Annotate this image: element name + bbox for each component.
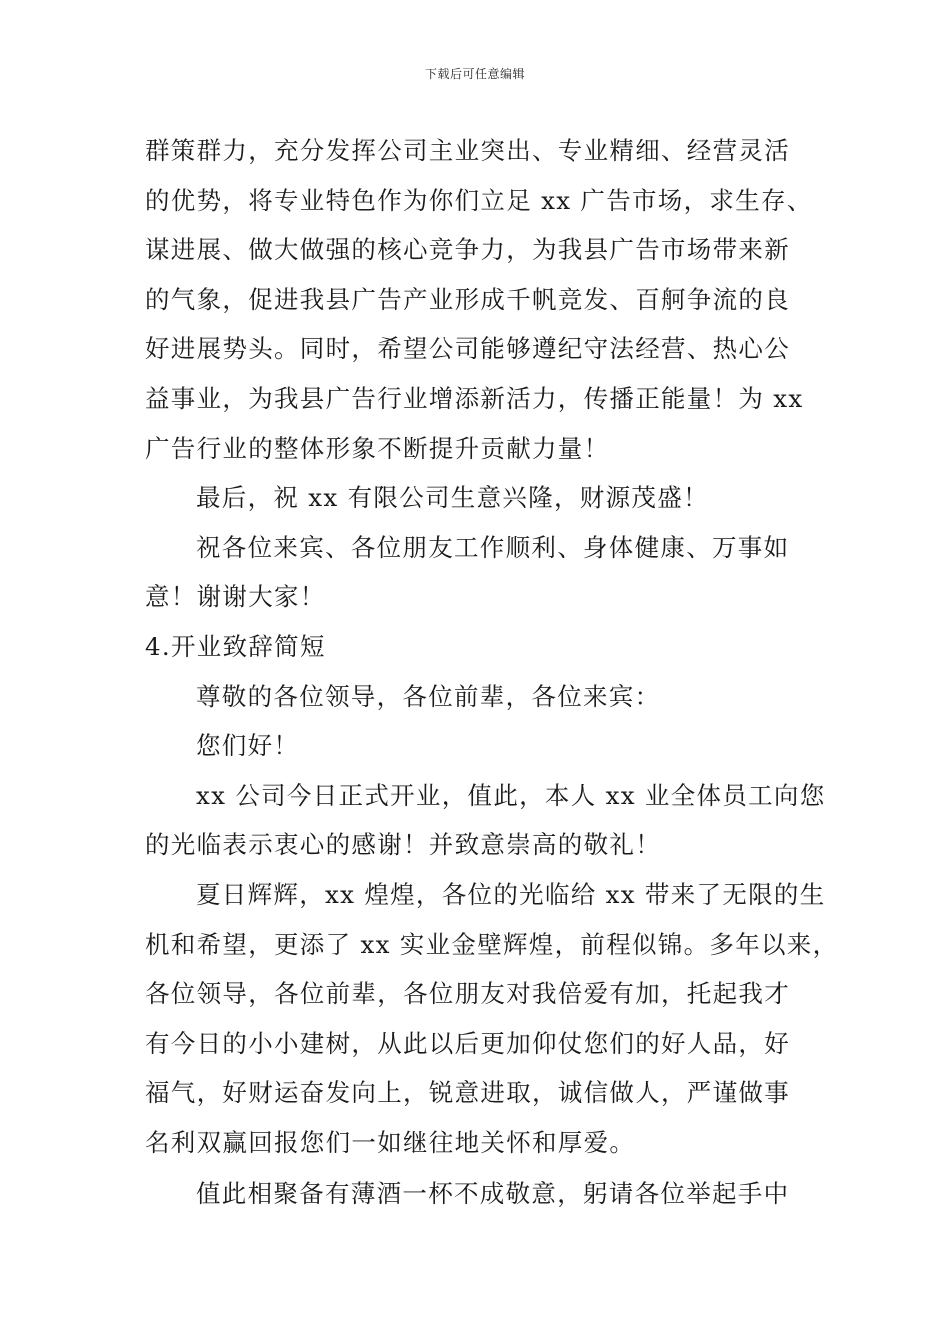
text-line: 谋进展、做大做强的核心竞争力，为我县广告市场带来新 (145, 235, 790, 265)
text-line: 机和希望，更添了 xx 实业金壁辉煌，前程似锦。多年以来， (145, 929, 839, 959)
text-line: 有今日的小小建树，从此以后更加仰仗您们的好人品，好 (145, 1028, 790, 1058)
text-line: 群策群力，充分发挥公司主业突出、专业精细、经营灵活 (145, 136, 790, 165)
text-line: 尊敬的各位领导，各位前辈，各位来宾： (196, 681, 661, 711)
text-line: 值此相聚备有薄酒一杯不成敬意，躬请各位举起手中 (196, 1179, 790, 1209)
text-line: 的气象，促进我县广告产业形成千帆竞发、百舸争流的良 (145, 284, 790, 314)
text-line: 最后，祝 xx 有限公司生意兴隆，财源茂盛！ (196, 483, 709, 513)
text-line: 广告行业的整体形象不断提升贡献力量！ (145, 433, 610, 463)
text-line: 您们好！ (196, 731, 300, 761)
text-line: 名利双赢回报您们一如继往地关怀和厚爱。 (145, 1127, 636, 1157)
section-heading: 4.开业致辞简短 (145, 631, 326, 661)
text-line: xx 公司今日正式开业，值此，本人 xx 业全体员工向您 (196, 780, 826, 810)
text-line: 好进展势头。同时，希望公司能够遵纪守法经营、热心公 (145, 334, 790, 364)
text-line: 意！谢谢大家！ (145, 582, 326, 612)
page-header: 下载后可任意编辑 (424, 67, 525, 81)
document-body (145, 126, 839, 1219)
text-line: 益事业，为我县广告行业增添新活力，传播正能量！为 xx (145, 383, 804, 413)
text-line: 夏日辉辉，xx 煌煌，各位的光临给 xx 带来了无限的生 (196, 879, 826, 909)
text-line: 福气，好财运奋发向上，锐意进取，诚信做人，严谨做事 (145, 1078, 790, 1108)
text-line: 的光临表示衷心的感谢！并致意崇高的敬礼！ (145, 830, 661, 860)
text-line: 各位领导，各位前辈，各位朋友对我倍爱有加，托起我才 (145, 979, 790, 1009)
text-line: 的优势，将专业特色作为你们立足 xx 广告市场，求生存、 (145, 185, 813, 215)
text-line: 祝各位来宾、各位朋友工作顺利、身体健康、万事如 (196, 532, 790, 562)
